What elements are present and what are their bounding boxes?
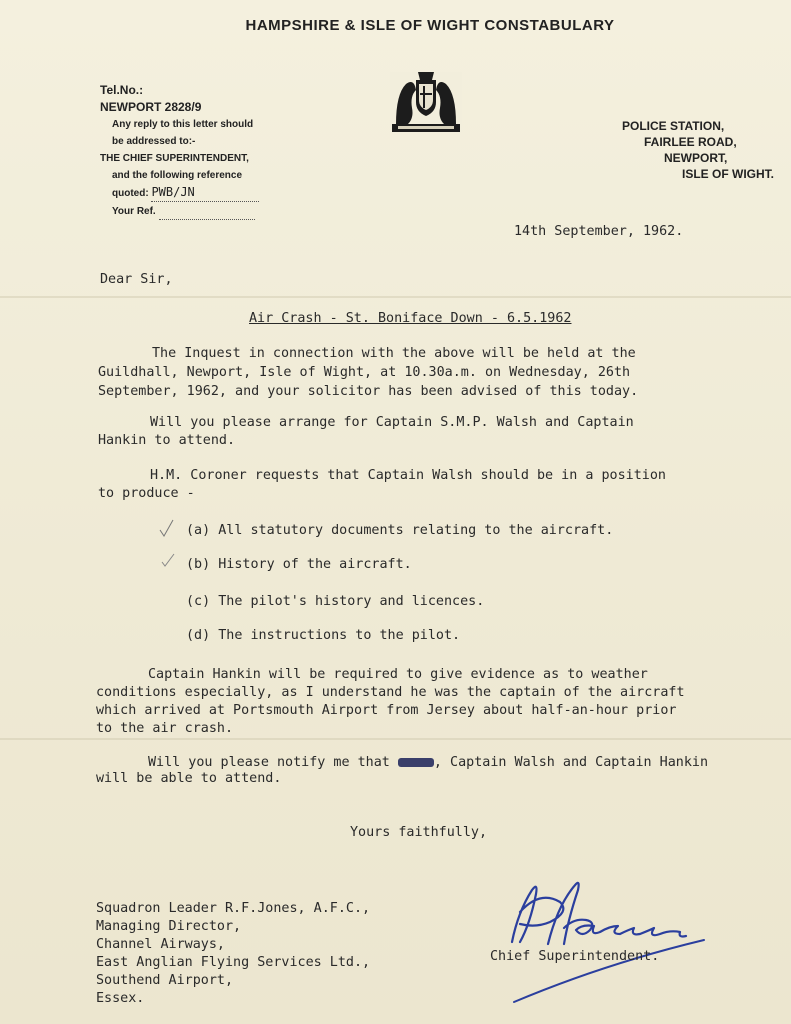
- organisation-name: HAMPSHIRE & ISLE OF WIGHT CONSTABULARY: [245, 17, 615, 34]
- reply-instructions: [100, 82, 259, 220]
- address-line-3: NEWPORT,: [664, 151, 728, 165]
- coat-of-arms-icon: [388, 66, 464, 138]
- fold-line: [0, 296, 791, 298]
- your-ref-label: Your Ref.: [112, 206, 156, 217]
- address-line-2: FAIRLEE ROAD,: [644, 135, 737, 149]
- para5-line-1: [148, 754, 708, 771]
- para3-line-1: H.M. Coroner requests that Captain Walsh should be in a position: [150, 468, 666, 483]
- recipient-line-4: East Anglian Flying Services Ltd.,: [96, 955, 371, 970]
- para3-line-2: to produce -: [98, 486, 195, 501]
- reference-line: and the following reference: [112, 170, 243, 181]
- item-c: (c) The pilot's history and licences.: [186, 594, 485, 609]
- item-b: (b) History of the aircraft.: [186, 557, 412, 572]
- closing: Yours faithfully,: [350, 825, 488, 840]
- para1-line-2: Guildhall, Newport, Isle of Wight, at 10.30a.m. on Wednesday, 26th: [98, 365, 631, 380]
- address-line-1: POLICE STATION,: [622, 119, 725, 133]
- para2-line-2: Hankin to attend.: [98, 433, 236, 448]
- recipient-line-5: Southend Airport,: [96, 973, 234, 988]
- reply-addressee: THE CHIEF SUPERINTENDENT,: [100, 153, 249, 164]
- item-a: (a) All statutory documents relating to the aircraft.: [186, 523, 614, 538]
- your-ref-line: [100, 202, 259, 220]
- redaction-mark: [398, 758, 434, 767]
- letter-date: 14th September, 1962.: [514, 224, 684, 239]
- recipient-line-2: Managing Director,: [96, 919, 242, 934]
- recipient-line-1: Squadron Leader R.F.Jones, A.F.C.,: [96, 901, 371, 916]
- para4-line-1: Captain Hankin will be required to give evidence as to weather: [148, 667, 648, 682]
- address-line-4: ISLE OF WIGHT.: [682, 167, 774, 181]
- para5-end: , Captain Walsh and Captain Hankin: [433, 755, 709, 770]
- item-d: (d) The instructions to the pilot.: [186, 628, 461, 643]
- para5-start: Will you please notify me that: [148, 755, 390, 770]
- para4-line-3: which arrived at Portsmouth Airport from Jersey about half-an-hour prior: [96, 703, 677, 718]
- para4-line-4: to the air crash.: [96, 721, 234, 736]
- para4-line-2: conditions especially, as I understand he was the captain of the aircraft: [96, 685, 685, 700]
- quoted-label: quoted:: [112, 188, 149, 199]
- reply-line-2: be addressed to:-: [112, 136, 196, 147]
- tel-number: NEWPORT 2828/9: [100, 100, 202, 114]
- tick-marks: [158, 516, 178, 580]
- recipient-line-6: Essex.: [96, 991, 145, 1006]
- station-address: [622, 118, 774, 182]
- recipient-line-3: Channel Airways,: [96, 937, 225, 952]
- fold-line: [0, 738, 791, 740]
- subject-line: Air Crash - St. Boniface Down - 6.5.1962: [249, 311, 572, 326]
- quoted-value: PWB/JN: [151, 184, 259, 202]
- para5-line-2: will be able to attend.: [96, 771, 282, 786]
- para1-line-3: September, 1962, and your solicitor has been advised of this today.: [98, 384, 639, 399]
- para1-line-1: The Inquest in connection with the above will be held at the: [152, 346, 636, 361]
- quoted-line: [100, 184, 259, 202]
- tel-label: Tel.No.:: [100, 83, 144, 97]
- salutation: Dear Sir,: [100, 272, 173, 287]
- para2-line-1: Will you please arrange for Captain S.M.P. Walsh and Captain: [150, 415, 634, 430]
- reply-line-1: Any reply to this letter should: [112, 119, 254, 130]
- signature-icon: [490, 872, 720, 1012]
- signatory-title: Chief Superintendent.: [490, 949, 660, 964]
